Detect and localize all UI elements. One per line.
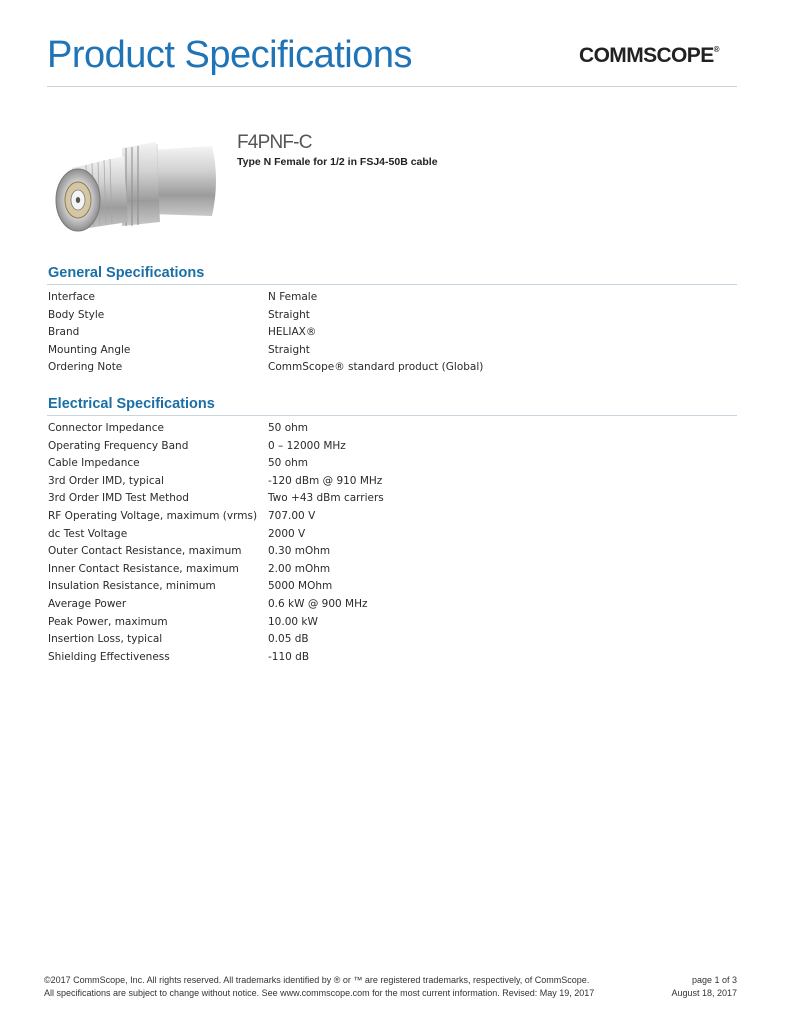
spec-label: Shielding Effectiveness [48, 650, 170, 663]
spec-row [47, 490, 737, 508]
section-title: General Specifications [48, 265, 205, 281]
spec-label: Peak Power, maximum [48, 615, 168, 628]
spec-row [47, 307, 737, 325]
logo-text: COMMSCOPE [579, 44, 714, 67]
footer-disclaimer: All specifications are subject to change without notice. See www.commscope.com for the most current information. Revised: May 19, 2017 [44, 988, 595, 998]
spec-row [47, 596, 737, 614]
general-specifications-section [47, 263, 737, 377]
spec-label: 3rd Order IMD, typical [48, 474, 164, 487]
spec-value: 2.00 mOhm [268, 562, 331, 575]
spec-value: 2000 V [268, 527, 306, 540]
spec-label: RF Operating Voltage, maximum (vrms) [48, 509, 258, 522]
spec-value: 0.6 kW @ 900 MHz [268, 597, 368, 610]
spec-row [47, 543, 737, 561]
spec-label: Average Power [48, 597, 127, 610]
spec-value: 10.00 kW [268, 615, 318, 628]
spec-value: CommScope® standard product (Global) [268, 361, 484, 374]
page-title: Product Specifications [47, 34, 412, 76]
electrical-specifications-section [47, 394, 737, 666]
spec-value: Two +43 dBm carriers [268, 492, 384, 505]
spec-value: -120 dBm @ 910 MHz [268, 474, 383, 487]
spec-label: Mounting Angle [48, 343, 131, 356]
spec-row [47, 561, 737, 579]
spec-row [47, 614, 737, 632]
n-female-connector-image [52, 130, 222, 250]
spec-value: Straight [268, 343, 310, 356]
spec-label: dc Test Voltage [48, 527, 128, 540]
logo-registered-mark: ® [713, 45, 719, 54]
spec-value: N Female [268, 291, 318, 303]
spec-label: Body Style [48, 308, 105, 321]
spec-label: Connector Impedance [48, 422, 164, 434]
footer-copyright: ©2017 CommScope, Inc. All rights reserved. All trademarks identified by ® or ™ are registered trademarks, respectively, of CommScope. [44, 975, 590, 985]
product-part-number: F4PNF-C [237, 132, 312, 153]
spec-value: 707.00 V [268, 509, 316, 522]
section-title: Electrical Specifications [48, 396, 215, 412]
spec-row [47, 455, 737, 473]
spec-value: 0.05 dB [268, 633, 309, 646]
spec-row [47, 438, 737, 456]
spec-row [47, 578, 737, 596]
spec-value: Straight [268, 308, 310, 321]
page-number: page 1 of 3 [691, 975, 737, 985]
spec-label: Inner Contact Resistance, maximum [48, 562, 239, 575]
spec-value: 5000 MOhm [268, 580, 333, 593]
spec-value: 0 – 12000 MHz [268, 439, 346, 452]
spec-row [47, 324, 737, 342]
spec-label: Cable Impedance [48, 457, 140, 470]
spec-value: HELIAX® [268, 326, 317, 339]
section-divider [47, 415, 737, 416]
spec-value: 0.30 mOhm [268, 545, 331, 558]
spec-label: Interface [48, 291, 96, 303]
spec-row [47, 342, 737, 360]
section-divider [47, 284, 737, 285]
spec-row [47, 631, 737, 649]
spec-value: 50 ohm [268, 422, 309, 434]
spec-label: Brand [48, 326, 80, 339]
spec-row [47, 359, 737, 377]
commscope-logo [579, 44, 719, 68]
spec-row [47, 289, 737, 307]
spec-row [47, 649, 737, 667]
footer-page-info [671, 974, 737, 1000]
spec-label: Outer Contact Resistance, maximum [48, 545, 242, 558]
footer-legal [44, 974, 594, 1000]
spec-row [47, 508, 737, 526]
footer-date: August 18, 2017 [671, 988, 737, 998]
spec-value: 50 ohm [268, 457, 309, 470]
product-subtitle: Type N Female for 1/2 in FSJ4-50B cable [237, 156, 438, 168]
spec-row [47, 526, 737, 544]
spec-label: Operating Frequency Band [48, 439, 189, 452]
spec-label: Insertion Loss, typical [48, 633, 163, 646]
spec-label: Ordering Note [48, 361, 123, 374]
spec-label: 3rd Order IMD Test Method [48, 492, 189, 505]
spec-row [47, 473, 737, 491]
spec-row [47, 420, 737, 438]
header-divider [47, 86, 737, 87]
spec-value: -110 dB [268, 650, 310, 663]
spec-label: Insulation Resistance, minimum [48, 580, 216, 593]
